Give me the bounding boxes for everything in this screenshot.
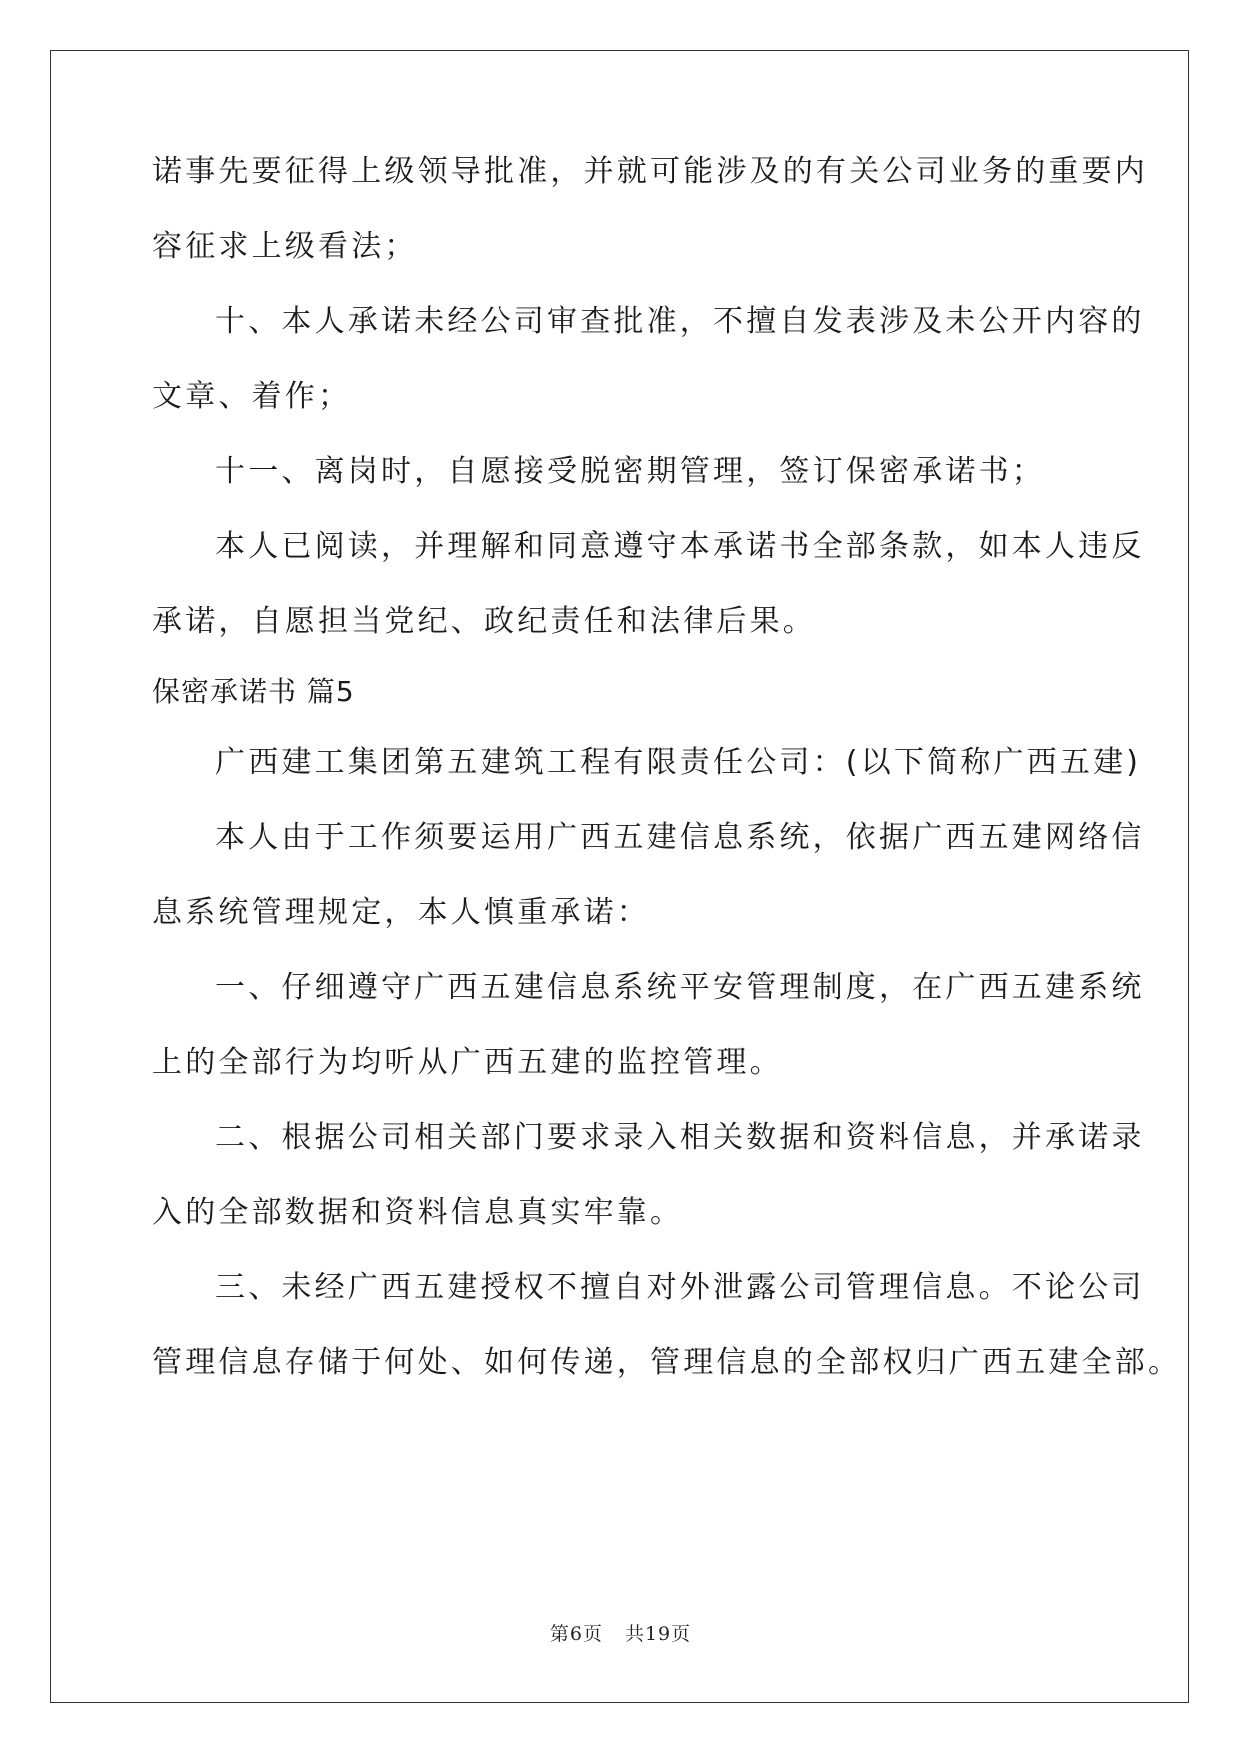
- text-line: 承诺，自愿担当党纪、政纪责任和法律后果。: [152, 604, 816, 639]
- text-line: 入的全部数据和资料信息真实牢靠。: [152, 1195, 684, 1230]
- text-line: 广西建工集团第五建筑工程有限责任公司：(以下简称广西五建): [215, 745, 1142, 780]
- text-line: 息系统管理规定，本人慎重承诺：: [152, 895, 650, 930]
- page-number: 第6页: [549, 1623, 603, 1645]
- text-line: 十一、离岗时，自愿接受脱密期管理，签订保密承诺书；: [215, 454, 1045, 489]
- page-footer: [0, 1619, 1241, 1646]
- text-line: 三、未经广西五建授权不擅自对外泄露公司管理信息。不论公司: [215, 1270, 1145, 1305]
- section-heading: 保密承诺书 篇5: [152, 675, 355, 708]
- text-line: 文章、着作；: [152, 379, 352, 414]
- text-line: 容征求上级看法；: [152, 229, 418, 264]
- text-line: 十、本人承诺未经公司审查批准，不擅自发表涉及未公开内容的: [215, 304, 1145, 339]
- text-line: 二、根据公司相关部门要求录入相关数据和资料信息，并承诺录: [215, 1120, 1145, 1155]
- text-line: 上的全部行为均听从广西五建的监控管理。: [152, 1045, 783, 1080]
- text-line: 一、仔细遵守广西五建信息系统平安管理制度，在广西五建系统: [215, 970, 1145, 1005]
- text-line: 本人由于工作须要运用广西五建信息系统，依据广西五建网络信: [215, 820, 1145, 855]
- text-line: 管理信息存储于何处、如何传递，管理信息的全部权归广西五建全部。: [152, 1345, 1182, 1380]
- page-total: 共19页: [624, 1623, 692, 1645]
- page-border: [50, 50, 1189, 1703]
- text-line: 诺事先要征得上级领导批准，并就可能涉及的有关公司业务的重要内: [152, 154, 1148, 189]
- text-line: 本人已阅读，并理解和同意遵守本承诺书全部条款，如本人违反: [215, 529, 1145, 564]
